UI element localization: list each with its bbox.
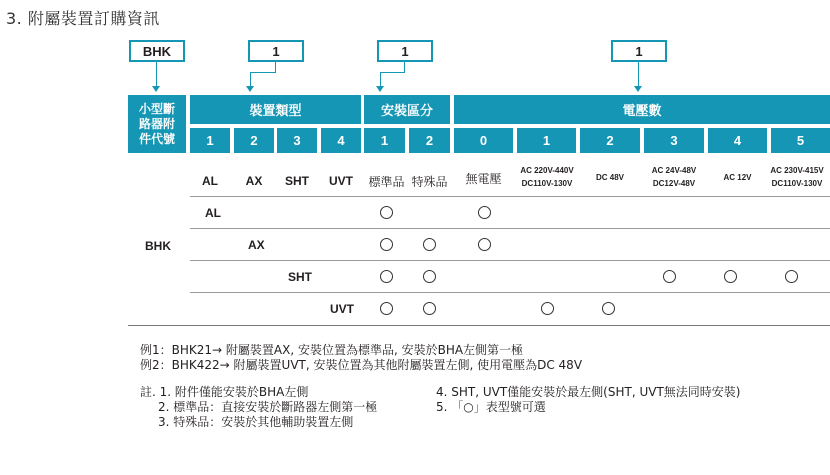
option-circle [423,302,436,315]
voltage-number-1: 1 [517,128,576,153]
note-5: 5. 「○」表型號可選 [436,400,546,414]
row-label-sht: SHT [288,270,312,284]
table-rule [190,196,830,197]
connector-line [638,62,639,86]
install-number-2: 2 [409,128,450,153]
option-circle [541,302,554,315]
install-number-1: 1 [364,128,405,153]
option-circle [380,206,393,219]
option-circle [478,206,491,219]
install-desc-standard: 標準品 [368,175,405,189]
code-box-bhk: BHK [129,40,185,62]
connector-line [250,72,276,73]
row-label-ax: AX [248,238,265,252]
connector-line [404,62,405,72]
page-title: 3. 附屬裝置訂購資訊 [6,9,160,28]
note-2: 2. 標準品：直接安裝於斷路器左側第一極 [158,400,378,414]
voltage-desc-0: 無電壓 [465,172,502,186]
row-label-al: AL [205,206,221,220]
install-type-header: 安裝區分 [364,95,450,124]
note-4: 4. SHT, UVT僅能安裝於最左側(SHT, UVT無法同時安裝) [436,385,741,399]
option-circle [663,270,676,283]
install-desc-special: 特殊品 [411,175,448,189]
connector-line [275,62,276,72]
table-bottom-rule [128,325,830,326]
type-desc-ax: AX [245,174,263,188]
option-circle [478,238,491,251]
voltage-desc-3-ac: AC 24V-48V [651,166,697,175]
voltage-number-3: 3 [644,128,704,153]
voltage-desc-3 [641,164,707,190]
type-number-2: 2 [234,128,274,153]
device-type-header: 裝置類型 [190,95,361,124]
arrow-icon [152,86,160,92]
voltage-desc-3-dc: DC12V-48V [652,179,696,188]
voltage-number-2: 2 [580,128,640,153]
arrow-icon [376,86,384,92]
example-2: 例2：BHK422→ 附屬裝置UVT, 安裝位置為其他附屬裝置左側, 使用電壓為DC 48V [140,358,583,372]
option-circle [423,238,436,251]
table-rule [190,260,830,261]
voltage-desc-2: DC 48V [595,173,624,182]
voltage-desc-1-ac: AC 220V-440V [520,166,574,175]
arrow-icon [246,86,254,92]
voltage-desc-4: AC 12V [723,173,752,182]
arrow-icon [634,86,642,92]
accessory-code-header: 小型斷 路器附 件代號 [128,95,186,153]
table-rule [190,228,830,229]
matrix-label-bhk: BHK [145,239,171,253]
voltage-number-5: 5 [771,128,830,153]
type-number-4: 4 [321,128,361,153]
voltage-desc-1-dc: DC110V-130V [521,179,573,188]
option-circle [423,270,436,283]
option-circle [380,270,393,283]
option-circle [380,302,393,315]
voltage-desc-1 [514,164,580,190]
option-circle [380,238,393,251]
voltage-header: 電壓數 [454,95,830,124]
type-desc-sht: SHT [285,174,309,188]
voltage-number-0: 0 [454,128,513,153]
type-number-3: 3 [277,128,317,153]
code-box-voltage: 1 [611,40,667,62]
note-3: 3. 特殊品：安裝於其他輔助裝置左側 [158,415,354,429]
option-circle [785,270,798,283]
option-circle [724,270,737,283]
connector-line [380,72,381,86]
type-desc-uvt: UVT [329,174,353,188]
table-rule [190,292,830,293]
option-circle [602,302,615,315]
type-desc-al: AL [202,174,218,188]
connector-line [250,72,251,86]
type-number-1: 1 [190,128,230,153]
voltage-desc-5-dc: DC110V-130V [771,179,823,188]
code-box-type: 1 [248,40,304,62]
voltage-number-4: 4 [708,128,767,153]
connector-line [380,72,405,73]
example-1: 例1：BHK21→ 附屬裝置AX, 安裝位置為標準品, 安裝於BHA左側第一極 [140,343,524,357]
connector-line [156,62,157,86]
code-box-install: 1 [377,40,433,62]
row-label-uvt: UVT [330,302,354,316]
voltage-desc-5-ac: AC 230V-415V [770,166,824,175]
voltage-desc-5 [764,164,830,190]
note-1: 註. 1. 附件僅能安裝於BHA左側 [140,385,309,399]
